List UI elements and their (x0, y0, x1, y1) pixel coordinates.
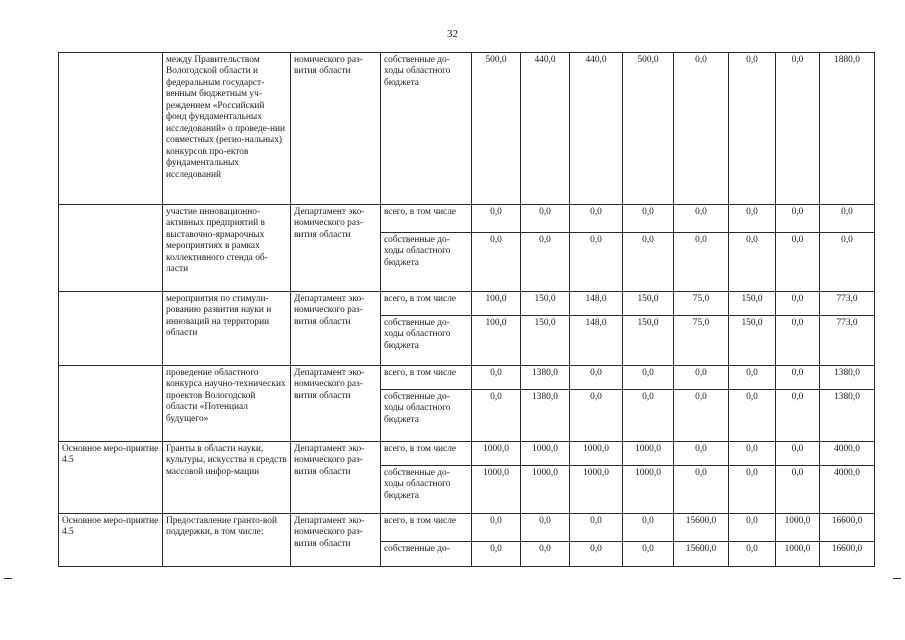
event-cell (59, 205, 163, 292)
value-cell: 75,0 (674, 292, 729, 316)
value-cell: 150,0 (623, 316, 674, 366)
total-value-cell: 0,0 (820, 233, 875, 292)
table-row (59, 205, 875, 233)
value-cell: 150,0 (623, 292, 674, 316)
value-cell: 0,0 (674, 442, 729, 466)
value-cell: 0,0 (776, 442, 820, 466)
total-value-cell: 16600,0 (820, 542, 875, 567)
value-cell: 150,0 (521, 292, 570, 316)
value-cell: 0,0 (623, 205, 674, 233)
value-cell: 0,0 (570, 542, 623, 567)
value-cell: 0,0 (729, 233, 776, 292)
value-cell: 440,0 (521, 53, 570, 205)
event-cell: Основное меро-приятие 4.5 (59, 514, 163, 567)
executor-cell: Департамент эко-номического раз-вития области (291, 442, 381, 514)
value-cell: 1000,0 (776, 542, 820, 567)
value-cell: 148,0 (570, 316, 623, 366)
funding-source-cell: всего, в том числе (381, 366, 472, 390)
value-cell: 440,0 (570, 53, 623, 205)
value-cell: 1000,0 (472, 466, 521, 514)
funding-source-cell: собственные до-ходы областного бюджета (381, 316, 472, 366)
funding-source-cell: всего, в том числе (381, 205, 472, 233)
value-cell: 1000,0 (570, 442, 623, 466)
value-cell: 150,0 (729, 316, 776, 366)
value-cell: 0,0 (776, 53, 820, 205)
funding-source-cell: собственные до-ходы областного бюджета (381, 466, 472, 514)
value-cell: 0,0 (623, 390, 674, 442)
value-cell: 1000,0 (623, 442, 674, 466)
table-row (59, 442, 875, 466)
page-number: 32 (447, 28, 458, 40)
executor-cell: номического раз-вития области (291, 53, 381, 205)
value-cell: 0,0 (674, 366, 729, 390)
margin-mark-right (893, 578, 901, 579)
value-cell: 0,0 (570, 366, 623, 390)
executor-cell: Департамент эко-номического раз-вития области (291, 205, 381, 292)
value-cell: 0,0 (521, 514, 570, 542)
table-row (59, 53, 875, 205)
funding-source-cell: собственные до-ходы областного бюджета (381, 53, 472, 205)
event-cell (59, 366, 163, 442)
total-value-cell: 4000,0 (820, 466, 875, 514)
executor-cell: Департамент эко-номического раз-вития области (291, 292, 381, 366)
value-cell: 1000,0 (521, 466, 570, 514)
activity-name-cell: проведение областного конкурса научно-технических проектов Вологодской области «Потенциал будущего» (163, 366, 291, 442)
value-cell: 1380,0 (521, 390, 570, 442)
table-row (59, 292, 875, 316)
budget-table (58, 52, 875, 567)
value-cell: 1000,0 (570, 466, 623, 514)
value-cell: 100,0 (472, 292, 521, 316)
value-cell: 75,0 (674, 316, 729, 366)
value-cell: 0,0 (776, 366, 820, 390)
value-cell: 15600,0 (674, 542, 729, 567)
value-cell: 0,0 (776, 205, 820, 233)
total-value-cell: 16600,0 (820, 514, 875, 542)
value-cell: 0,0 (472, 366, 521, 390)
value-cell: 1000,0 (472, 442, 521, 466)
value-cell: 0,0 (729, 53, 776, 205)
value-cell: 1380,0 (521, 366, 570, 390)
value-cell: 500,0 (472, 53, 521, 205)
value-cell: 0,0 (729, 542, 776, 567)
event-cell (59, 53, 163, 205)
value-cell: 0,0 (472, 390, 521, 442)
value-cell: 1000,0 (521, 442, 570, 466)
activity-name-cell: участие инновационно-активных предприятий в выставочно-ярмарочных мероприятиях в рамках коллективного стенда об-ласти (163, 205, 291, 292)
value-cell: 0,0 (729, 205, 776, 233)
value-cell: 0,0 (776, 466, 820, 514)
value-cell: 0,0 (776, 292, 820, 316)
executor-cell: Департамент эко-номического раз-вития области (291, 514, 381, 567)
total-value-cell: 1380,0 (820, 366, 875, 390)
event-cell (59, 292, 163, 366)
value-cell: 0,0 (674, 466, 729, 514)
value-cell: 0,0 (472, 514, 521, 542)
value-cell: 1000,0 (776, 514, 820, 542)
margin-mark-left (4, 578, 12, 579)
value-cell: 0,0 (570, 205, 623, 233)
funding-source-cell: всего, в том числе (381, 442, 472, 466)
total-value-cell: 773,0 (820, 316, 875, 366)
value-cell: 0,0 (623, 542, 674, 567)
event-cell: Основное меро-приятие 4.5 (59, 442, 163, 514)
value-cell: 0,0 (472, 233, 521, 292)
value-cell: 150,0 (521, 316, 570, 366)
value-cell: 0,0 (674, 233, 729, 292)
value-cell: 0,0 (521, 205, 570, 233)
value-cell: 0,0 (776, 233, 820, 292)
total-value-cell: 773,0 (820, 292, 875, 316)
value-cell: 0,0 (521, 233, 570, 292)
funding-source-cell: собственные до-ходы областного бюджета (381, 390, 472, 442)
value-cell: 1000,0 (623, 466, 674, 514)
total-value-cell: 1380,0 (820, 390, 875, 442)
funding-source-cell: всего, в том числе (381, 292, 472, 316)
total-value-cell: 1880,0 (820, 53, 875, 205)
total-value-cell: 4000,0 (820, 442, 875, 466)
value-cell: 148,0 (570, 292, 623, 316)
funding-source-cell: всего, в том числе (381, 514, 472, 542)
value-cell: 0,0 (776, 390, 820, 442)
value-cell: 0,0 (521, 542, 570, 567)
value-cell: 0,0 (729, 442, 776, 466)
activity-name-cell: Предоставление гранто-вой поддержки, в том числе: (163, 514, 291, 567)
value-cell: 0,0 (674, 205, 729, 233)
value-cell: 15600,0 (674, 514, 729, 542)
value-cell: 0,0 (472, 542, 521, 567)
table-row (59, 366, 875, 390)
value-cell: 500,0 (623, 53, 674, 205)
value-cell: 0,0 (674, 53, 729, 205)
total-value-cell: 0,0 (820, 205, 875, 233)
value-cell: 0,0 (623, 514, 674, 542)
value-cell: 0,0 (729, 366, 776, 390)
funding-source-cell: собственные до-ходы областного бюджета (381, 233, 472, 292)
activity-name-cell: Гранты в области науки, культуры, искусства и средств массовой инфор-мации (163, 442, 291, 514)
value-cell: 0,0 (729, 466, 776, 514)
value-cell: 0,0 (472, 205, 521, 233)
table-row (59, 514, 875, 542)
value-cell: 0,0 (623, 366, 674, 390)
value-cell: 0,0 (570, 514, 623, 542)
value-cell: 0,0 (776, 316, 820, 366)
value-cell: 0,0 (729, 390, 776, 442)
funding-source-cell: собственные до- (381, 542, 472, 567)
value-cell: 0,0 (570, 233, 623, 292)
executor-cell: Департамент эко-номического раз-вития области (291, 366, 381, 442)
activity-name-cell: мероприятия по стимули-рованию развития науки и инноваций на территории области (163, 292, 291, 366)
value-cell: 100,0 (472, 316, 521, 366)
value-cell: 0,0 (729, 514, 776, 542)
value-cell: 0,0 (570, 390, 623, 442)
value-cell: 0,0 (623, 233, 674, 292)
activity-name-cell: между Правительством Вологодской области и федеральным государст-венным бюджетным уч-реждением «Российский фонд фундаментальных исследований» о проведе-нии совместных (регио-нальных) конкурсов про-ектов фундаментальных исследований (163, 53, 291, 205)
value-cell: 0,0 (674, 390, 729, 442)
value-cell: 150,0 (729, 292, 776, 316)
